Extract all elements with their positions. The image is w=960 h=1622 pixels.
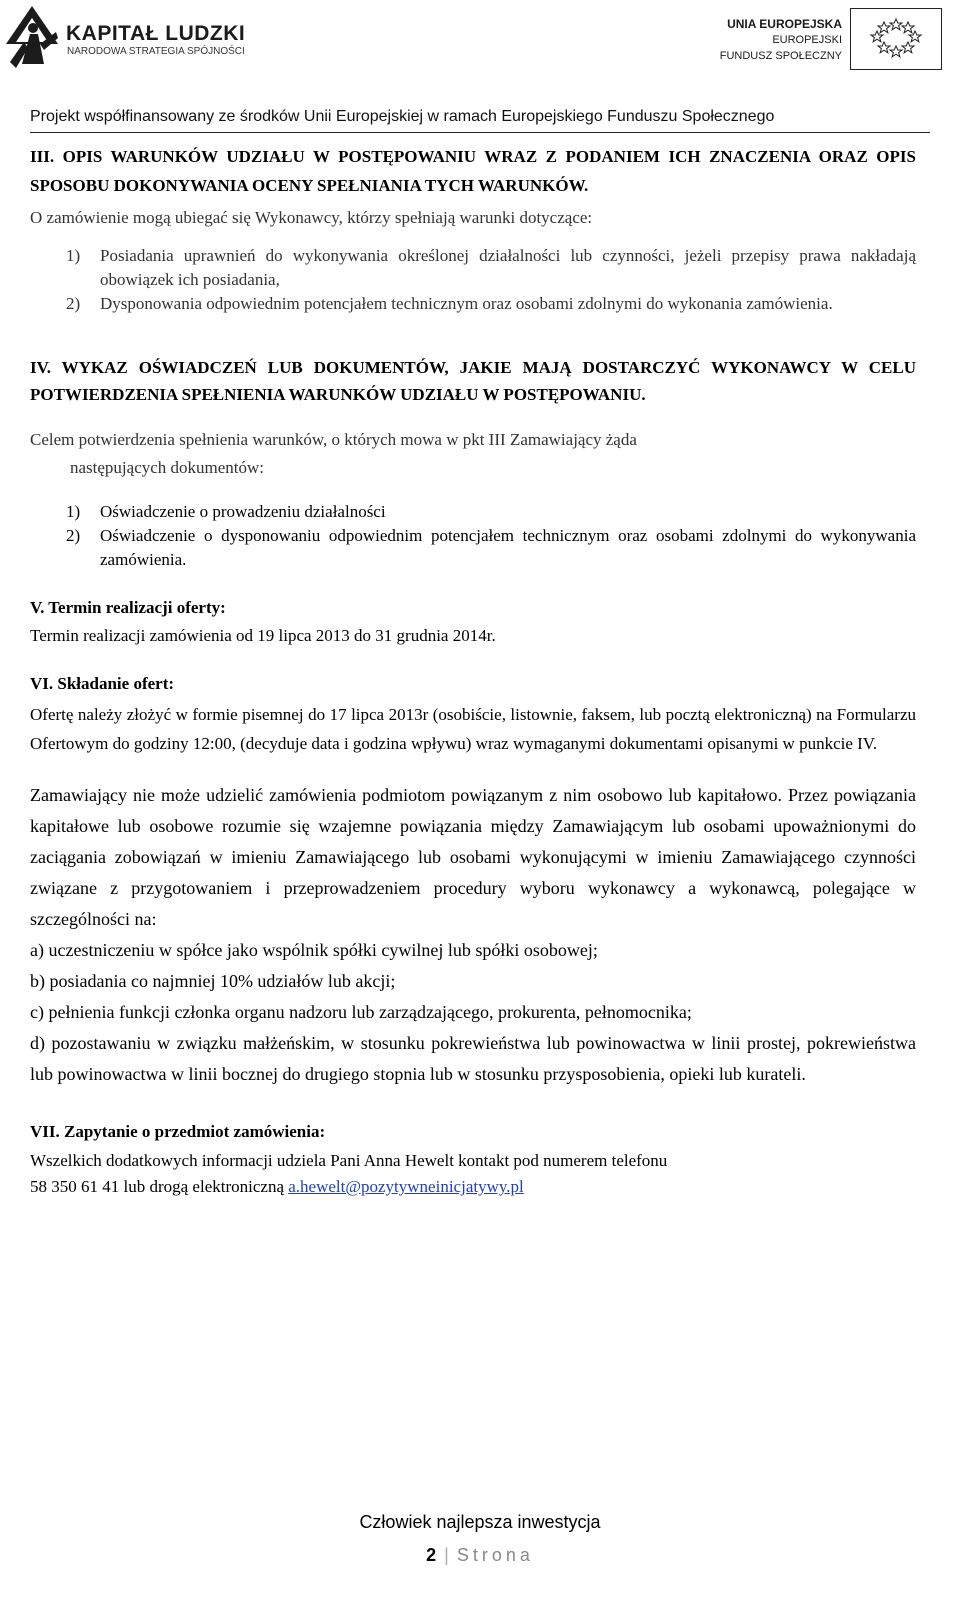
section-5-text: Termin realizacji zamówienia od 19 lipca 2013 do 31 grudnia 2014r. — [30, 626, 496, 645]
list-item: a) uczestniczeniu w spółce jako wspólnik spółki cywilnej lub spółki osobowej; — [30, 940, 598, 960]
section-6-list — [30, 935, 916, 1090]
page-header — [0, 0, 960, 132]
contact-line-1: Wszelkich dodatkowych informacji udziela Pani Anna Hewelt kontakt pod numerem telefonu — [30, 1151, 668, 1170]
contact-line-2: 58 350 61 41 lub drogą elektroniczną — [30, 1177, 289, 1196]
ue-line3: FUNDUSZ SPOŁECZNY — [719, 50, 842, 62]
section-3-list — [30, 244, 916, 316]
page-footer — [0, 1512, 960, 1566]
list-item: 2) Oświadczenie o dysponowaniu odpowiednim potencjałem technicznym oraz osobami zdolnymi do wykonywania zamówienia. — [66, 526, 916, 569]
section-4-list — [30, 500, 916, 572]
header-divider — [30, 132, 930, 133]
eu-flag-icon — [850, 8, 942, 70]
section-4-intro-b: następujących dokumentów: — [70, 458, 265, 477]
section-3-title: III. OPIS WARUNKÓW UDZIAŁU W POSTĘPOWANIU WRAZ Z PODANIEM ICH ZNACZENIA ORAZ OPIS SPOSOBU DOKONYWANIA OCENY SPEŁNIANIA TYCH WARUNKÓW. — [30, 147, 916, 195]
footer-motto: Człowiek najlepsza inwestycja — [359, 1512, 601, 1532]
section-6-para-2: Zamawiający nie może udzielić zamówienia podmiotom powiązanym z nim osobowo lub kapitałowo. Przez powiązania kapitałowe lub osobowe rozumie się wzajemne powiązania między Zamawiającym lub osobami upoważnionymi do zaciągania zobowiązań w imieniu Zamawiającego lub osobami wykonującymi w imieniu Zamawiającego czynności związane z przygotowaniem i przeprowadzeniem procedury wyboru wykonawcy a wykonawcą, polegające w szczególności na: — [30, 785, 916, 929]
kapital-ludzki-subtitle: NARODOWA STRATEGIA SPÓJNOŚCI — [67, 46, 245, 57]
list-item: 1) Oświadczenie o prowadzeniu działalności — [66, 502, 386, 521]
ue-label — [720, 16, 842, 64]
section-7-text — [30, 1148, 916, 1200]
document-body — [30, 142, 916, 1200]
ue-line2: EUROPEJSKI — [772, 34, 842, 46]
section-6-title: VI. Składanie ofert: — [30, 674, 175, 693]
page-number-line — [0, 1545, 960, 1566]
page-separator: | — [444, 1545, 449, 1565]
section-3-intro: O zamówienie mogą ubiegać się Wykonawcy, którzy spełniają warunki dotyczące: — [30, 208, 593, 227]
section-4-title: IV. WYKAZ OŚWIADCZEŃ LUB DOKUMENTÓW, JAKIE MAJĄ DOSTARCZYĆ WYKONAWCY W CELU POTWIERDZENIA SPEŁNIENIA WARUNKÓW UDZIAŁU W POSTĘPOWANIU. — [30, 358, 916, 404]
page-number: 2 — [426, 1545, 437, 1565]
ue-line1: UNIA EUROPEJSKA — [727, 17, 842, 31]
list-item: c) pełnienia funkcji członka organu nadzoru lub zarządzającego, prokurenta, pełnomocnika; — [30, 1002, 692, 1022]
section-7-title: VII. Zapytanie o przedmiot zamówienia: — [30, 1122, 326, 1141]
section-5-title: V. Termin realizacji oferty: — [30, 598, 226, 617]
page-word: Strona — [456, 1545, 534, 1565]
section-4-intro-a: Celem potwierdzenia spełnienia warunków, o których mowa w pkt III Zamawiający żąda — [30, 430, 637, 449]
section-6-para-1: Ofertę należy złożyć w formie pisemnej do 17 lipca 2013r (osobiście, listownie, faksem, lub pocztą elektroniczną) na Formularzu Ofertowym do godziny 12:00, (decyduje data i godzina wpływu) wraz wymaganymi dokumentami opisanymi w punkcie IV. — [30, 705, 916, 753]
list-item: 1) Posiadania uprawnień do wykonywania określonej działalności lub czynności, jeżeli przepisy prawa nakładają obowiązek ich posiadania, — [66, 246, 916, 289]
list-item: b) posiadania co najmniej 10% udziałów lub akcji; — [30, 971, 396, 991]
project-funding-line: Projekt współfinansowany ze środków Unii Europejskiej w ramach Europejskiego Funduszu Społecznego — [30, 108, 775, 125]
list-item: 2) Dysponowania odpowiednim potencjałem technicznym oraz osobami zdolnymi do wykonania zamówienia. — [66, 294, 833, 313]
email-link[interactable]: a.hewelt@pozytywneinicjatywy.pl — [288, 1177, 524, 1196]
section-4-intro — [30, 426, 916, 482]
list-item: d) pozostawaniu w związku małżeńskim, w stosunku pokrewieństwa lub powinowactwa w linii prostej, pokrewieństwa lub powinowactwa w linii bocznej do drugiego stopnia lub w stosunku przysposobienia, opieki lub kurateli. — [30, 1033, 916, 1084]
kapital-ludzki-title: KAPITAŁ LUDZKI — [66, 22, 246, 45]
kapital-ludzki-logo — [4, 4, 60, 72]
